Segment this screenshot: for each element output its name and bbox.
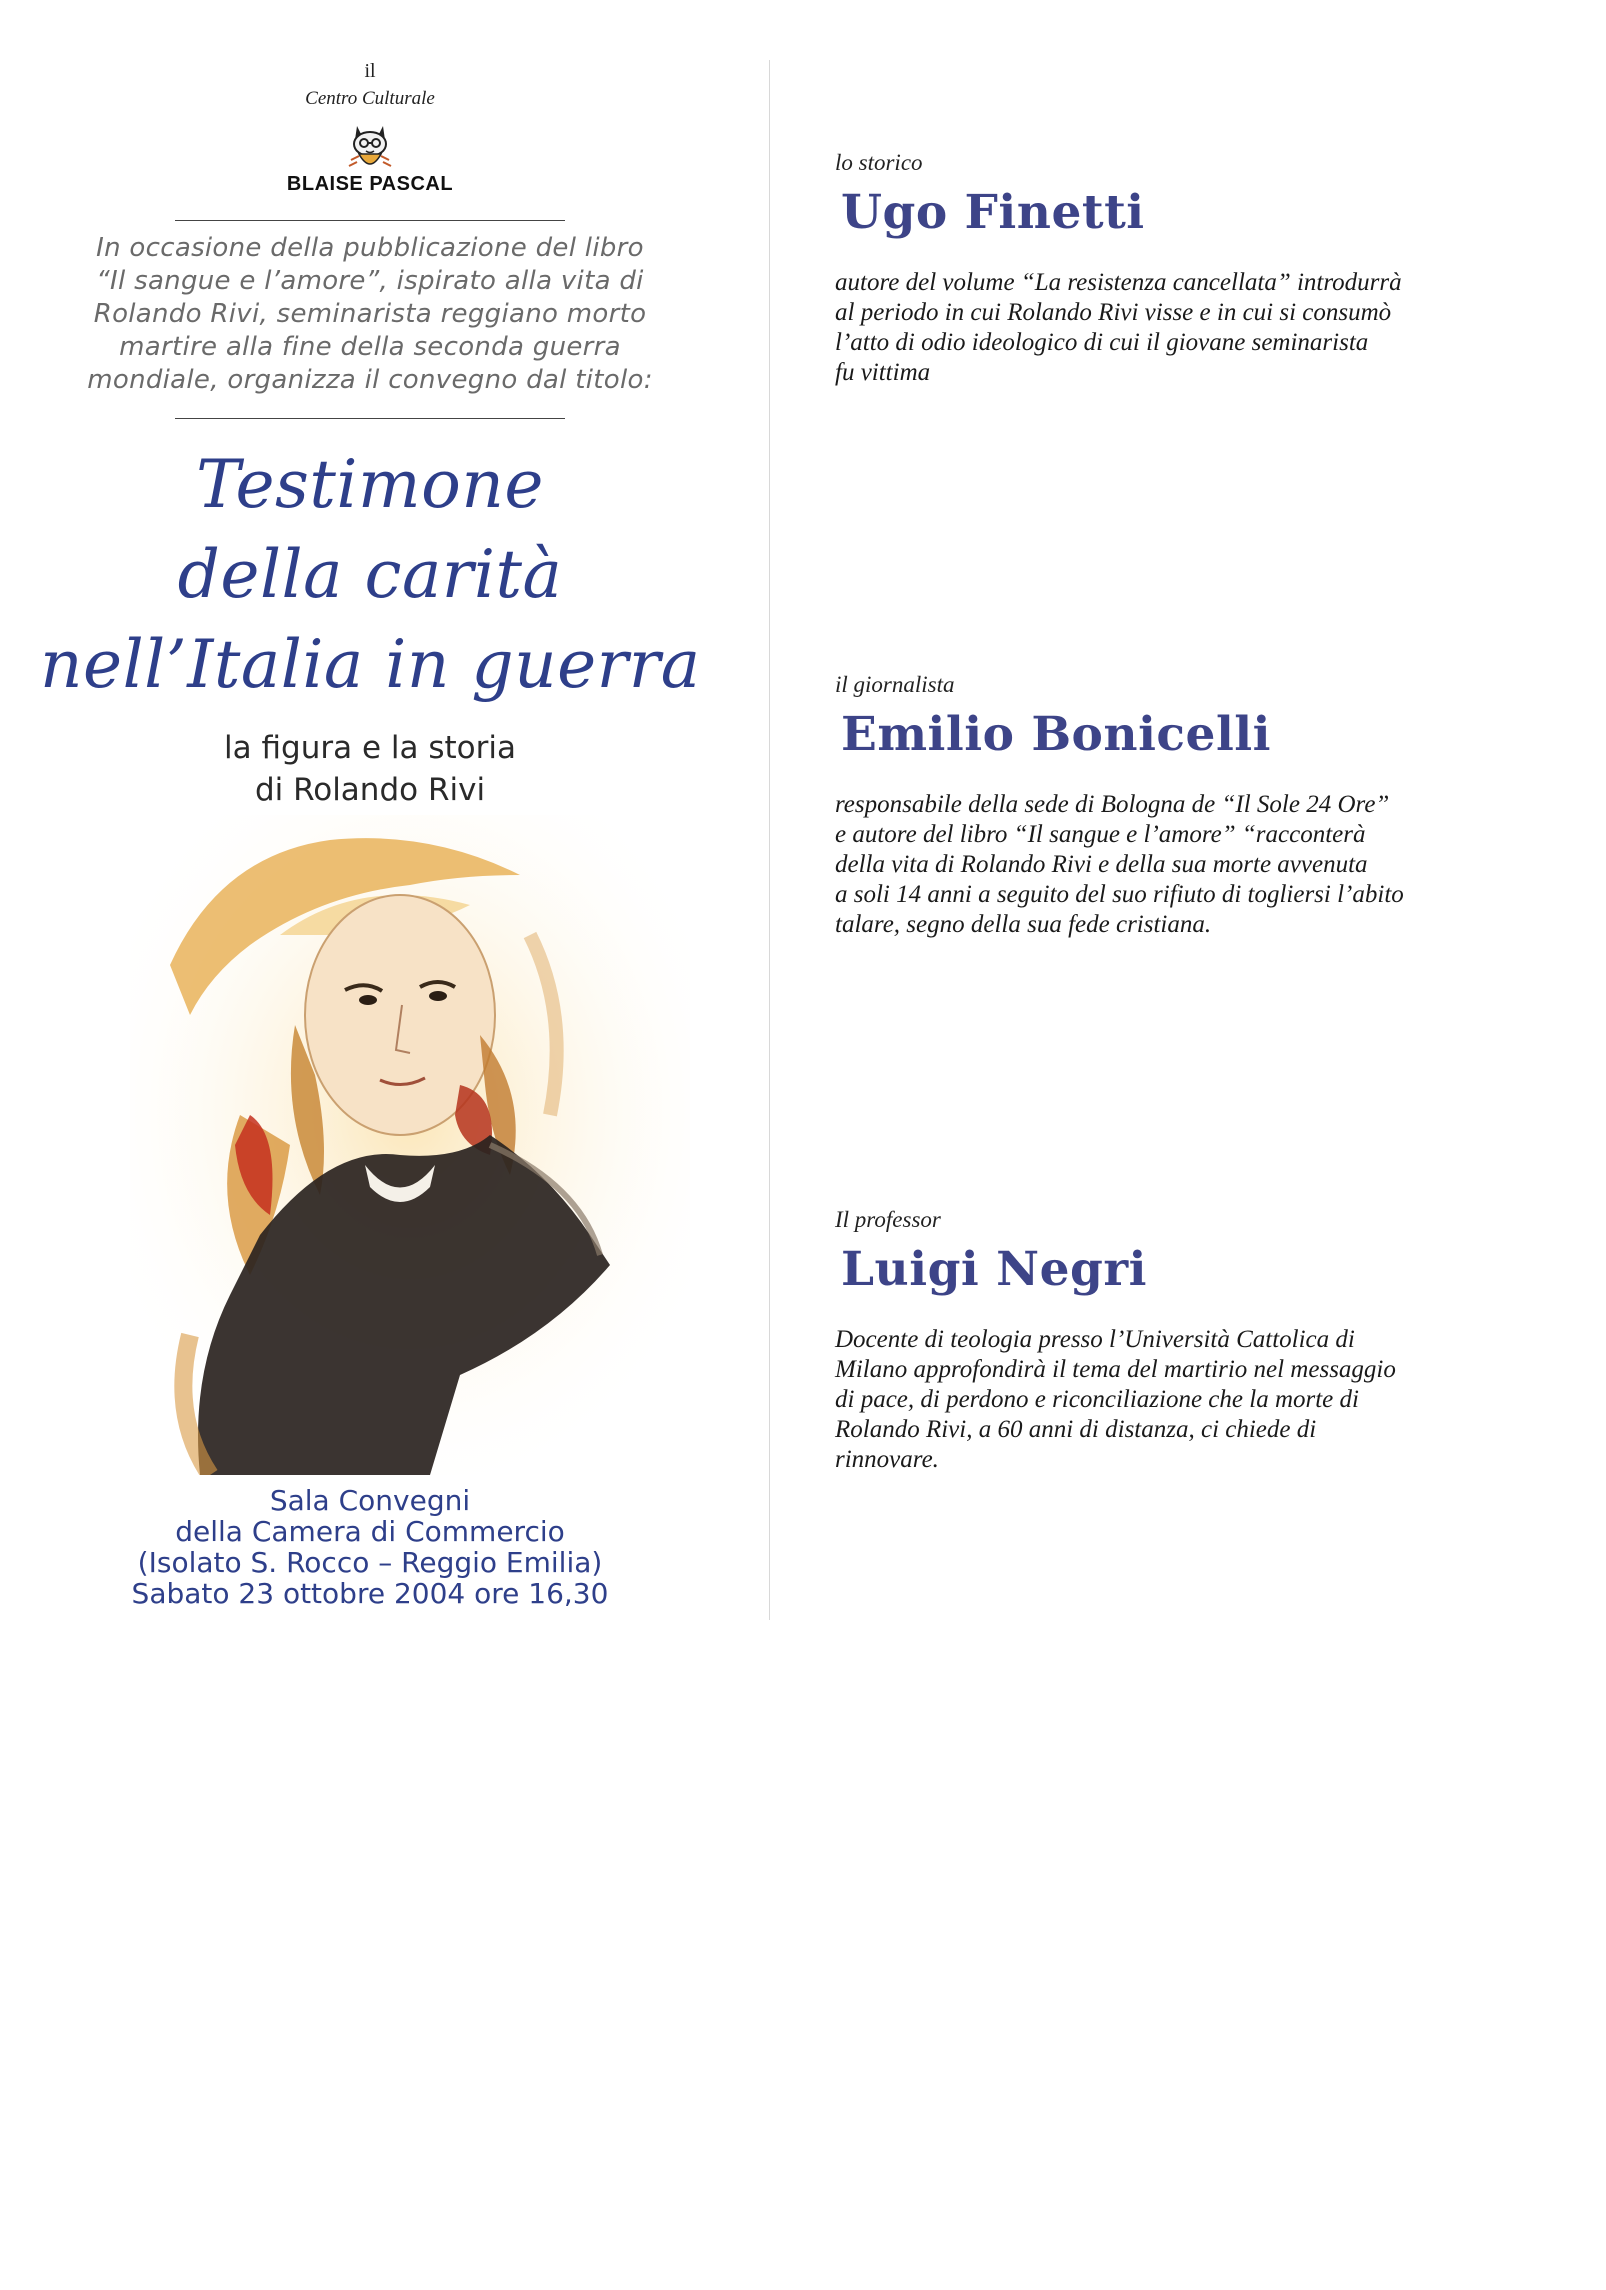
speaker-role: lo storico: [835, 150, 923, 175]
speaker-description: [835, 268, 1505, 388]
description-line: autore del volume “La resistenza cancellata” introdurrà: [835, 269, 1402, 296]
venue-line: della Camera di Commercio: [175, 1515, 565, 1548]
venue-line: Sala Convegni: [269, 1484, 471, 1517]
description-line: Rolando Rivi, a 60 anni di distanza, ci chiede di: [835, 1416, 1317, 1443]
description-line: responsabile della sede di Bologna de “Il Sole 24 Ore”: [835, 791, 1390, 818]
speaker-description: [835, 790, 1505, 940]
conference-subtitle: [40, 727, 700, 811]
intro-paragraph: [50, 232, 690, 397]
title-line: Testimone: [196, 446, 544, 523]
conference-title: [40, 440, 700, 710]
description-line: della vita di Rolando Rivi e della sua morte avvenuta: [835, 851, 1368, 878]
divider-top: [175, 220, 565, 221]
subtitle-line: la figura e la storia: [224, 730, 516, 766]
subtitle-line: di Rolando Rivi: [254, 772, 486, 808]
venue-line: Sabato 23 ottobre 2004 ore 16,30: [131, 1577, 609, 1610]
description-line: Docente di teologia presso l’Università Cattolica di: [835, 1326, 1355, 1353]
intro-line: mondiale, organizza il convegno dal titolo:: [87, 365, 653, 395]
speaker-name: Luigi Negri: [841, 1242, 1147, 1297]
speaker-role: il giornalista: [835, 672, 955, 697]
fold-line: [769, 60, 770, 1620]
intro-line: In occasione della pubblicazione del libro: [96, 233, 644, 263]
venue-line: (Isolato S. Rocco – Reggio Emilia): [137, 1546, 603, 1579]
speaker-role: Il professor: [835, 1207, 941, 1232]
description-line: fu vittima: [835, 359, 931, 386]
cat-mascot-icon: [335, 116, 405, 174]
speaker-name: Emilio Bonicelli: [841, 707, 1272, 762]
venue-info: [40, 1485, 700, 1609]
intro-line: “Il sangue e l’amore”, ispirato alla vita di: [96, 266, 644, 296]
description-line: al periodo in cui Rolando Rivi visse e in cui si consumò: [835, 299, 1392, 326]
description-line: a soli 14 anni a seguito del suo rifiuto di togliersi l’abito: [835, 881, 1404, 908]
description-line: talare, segno della sua fede cristiana.: [835, 911, 1212, 938]
intro-line: Rolando Rivi, seminarista reggiano morto: [93, 299, 647, 329]
portrait-illustration: [130, 815, 690, 1475]
title-line: della carità: [177, 536, 563, 613]
divider-bottom: [175, 418, 565, 419]
title-line: nell’Italia in guerra: [40, 626, 701, 703]
intro-line: martire alla fine della seconda guerra: [119, 332, 621, 362]
description-line: Milano approfondirà il tema del martirio nel messaggio: [835, 1356, 1396, 1383]
speaker-name: Ugo Finetti: [841, 185, 1145, 240]
speaker-block: [835, 150, 1505, 388]
speaker-block: [835, 672, 1505, 940]
description-line: di pace, di perdono e riconciliazione che la morte di: [835, 1386, 1359, 1413]
speaker-description: [835, 1325, 1505, 1475]
description-line: rinnovare.: [835, 1446, 939, 1473]
speaker-block: [835, 1207, 1505, 1475]
organizer-name: BLAISE PASCAL: [286, 173, 454, 195]
organizer-prefix: il: [364, 60, 376, 82]
description-line: l’atto di odio ideologico di cui il giovane seminarista: [835, 329, 1369, 356]
description-line: e autore del libro “Il sangue e l’amore” “racconterà: [835, 821, 1366, 848]
organizer-type: Centro Culturale: [305, 88, 435, 109]
